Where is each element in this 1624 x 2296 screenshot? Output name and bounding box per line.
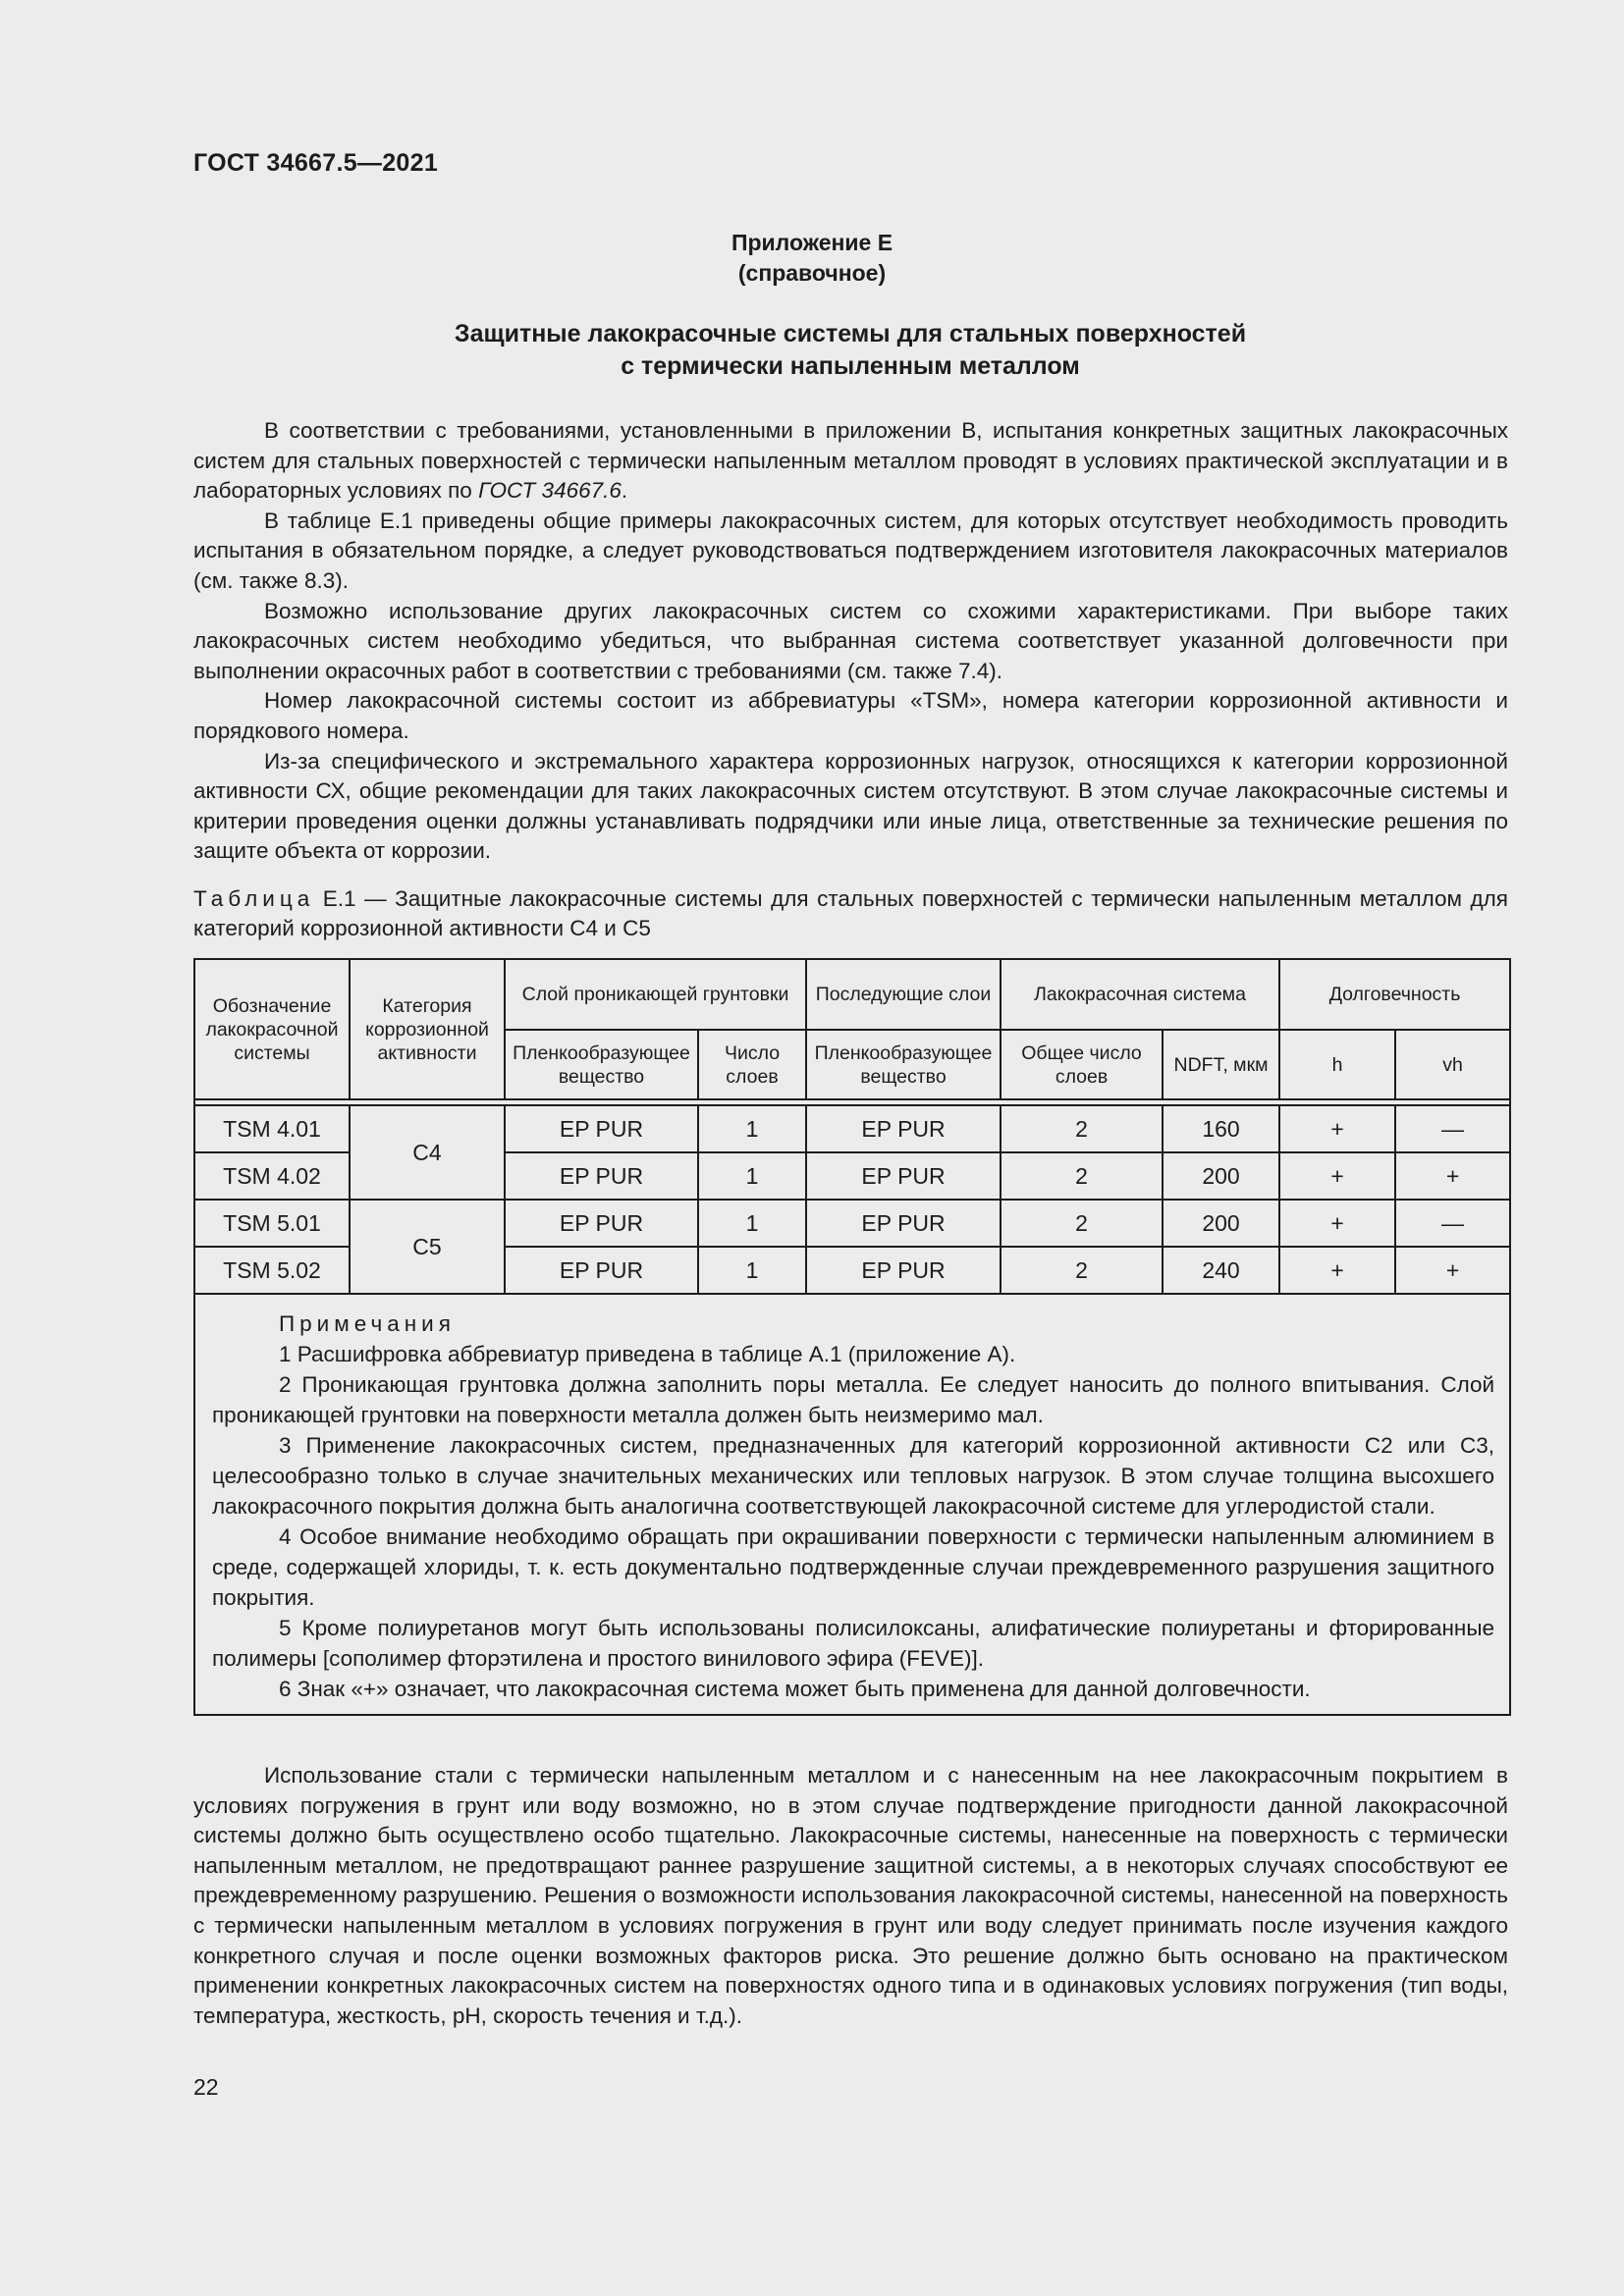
table-row — [194, 1200, 1510, 1247]
cell-primer: EP PUR — [505, 1247, 698, 1294]
cell-vh: — — [1395, 1105, 1510, 1152]
intro-paragraph-4: Номер лакокрасочной системы состоит из аббревиатуры «TSM», номера категории коррозионной активности и порядкового номера. — [193, 688, 1508, 743]
intro-text — [193, 416, 1508, 867]
cell-primer: EP PUR — [505, 1200, 698, 1247]
appendix-heading — [0, 228, 1624, 289]
intro-paragraph-2: В таблице Е.1 приведены общие примеры лакокрасочных систем, для которых отсутствует необходимость проводить испытания в обязательном порядке, а следует руководствоваться подтверждением изготовителя лакокрасочных материалов (см. также 8.3). — [193, 507, 1508, 593]
cell-total-coats: 2 — [1001, 1247, 1163, 1294]
cell-coats: 1 — [698, 1105, 806, 1152]
closing-paragraph: Использование стали с термически напыленным металлом и с нанесенным на нее лакокрасочным покрытием в условиях погружения в грунт или воду возможно, но в этом случае подтверждение пригодности данной лакокрасочной системы должно быть осуществлено особо тщательно. Лакокрасочные системы, нанесенные на поверхность с термически напыленным металлом, не предотвращают раннее разрушение защитной системы, а в некоторых случаях способствуют ее преждевременному разрушению. Решения о возможности использования лакокрасочной системы, нанесенной на поверхность с термически напыленным металлом в условиях погружения в грунт или воду следует принимать после изучения каждого конкретного случая и после оценки возможных факторов риска. Это решение должно быть основано на практическом применении конкретных лакокрасочных систем на поверхностях одного типа и в одинаковых условиях погружения (тип воды, температура, жесткость, pH, скорость течения и т.д.). — [193, 1763, 1508, 2028]
note-item: 4 Особое внимание необходимо обращать при окрашивании поверхности с термически напыленным алюминием в среде, содержащей хлориды, т. к. есть документально подтвержденные случаи преждевременного разрушения защитного покрытия. — [212, 1524, 1495, 1610]
cell-layers: EP PUR — [806, 1247, 1001, 1294]
cell-total-coats: 2 — [1001, 1152, 1163, 1200]
header-primer: Слой проникающей грунтовки — [505, 959, 806, 1030]
note-item: 1 Расшифровка аббревиатур приведена в таблице А.1 (приложение А). — [279, 1342, 1016, 1366]
header-ndft: NDFT, мкм — [1163, 1030, 1279, 1099]
header-layers-film-former: Пленкообразующее вещество — [806, 1030, 1001, 1099]
header-primer-coats: Число слоев — [698, 1030, 806, 1099]
cell-coats: 1 — [698, 1247, 806, 1294]
page-number: 22 — [193, 2074, 219, 2100]
cell-vh: + — [1395, 1247, 1510, 1294]
cell-ndft: 200 — [1163, 1152, 1279, 1200]
appendix-title: Приложение Е — [731, 230, 893, 255]
cell-designation: TSM 5.01 — [194, 1200, 350, 1247]
cell-layers: EP PUR — [806, 1200, 1001, 1247]
header-durability-vh: vh — [1395, 1030, 1510, 1099]
cell-h: + — [1279, 1200, 1395, 1247]
cell-layers: EP PUR — [806, 1105, 1001, 1152]
standard-reference: ГОСТ 34667.6 — [478, 478, 622, 504]
cell-h: + — [1279, 1105, 1395, 1152]
cell-layers: EP PUR — [806, 1152, 1001, 1200]
header-coating-system: Лакокрасочная система — [1001, 959, 1279, 1030]
cell-ndft: 200 — [1163, 1200, 1279, 1247]
section-title — [0, 318, 1624, 383]
header-category: Категория коррозионной активности — [350, 959, 505, 1099]
note-item: 2 Проникающая грунтовка должна заполнить поры металла. Ее следует наносить до полного впитывания. Слой проникающей грунтовки на поверхности металла должен быть неизмеримо мал. — [212, 1372, 1495, 1427]
cell-primer: EP PUR — [505, 1152, 698, 1200]
note-item: 3 Применение лакокрасочных систем, предназначенных для категорий коррозионной активности С2 или С3, целесообразно только в случае значительных механических или тепловых нагрузок. В этом случае толщина высохшего лакокрасочного покрытия должна быть аналогична соответствующей лакокрасочной системе для углеродистой стали. — [212, 1433, 1495, 1519]
cell-designation: TSM 4.01 — [194, 1105, 350, 1152]
cell-coats: 1 — [698, 1152, 806, 1200]
notes-title: Примечания — [279, 1311, 456, 1336]
cell-coats: 1 — [698, 1200, 806, 1247]
section-title-line1: Защитные лакокрасочные системы для стальных поверхностей — [454, 320, 1247, 347]
table-notes — [194, 1294, 1510, 1715]
table-caption-label: Таблица — [193, 886, 315, 911]
cell-ndft: 240 — [1163, 1247, 1279, 1294]
cell-vh: + — [1395, 1152, 1510, 1200]
cell-total-coats: 2 — [1001, 1105, 1163, 1152]
cell-vh: — — [1395, 1200, 1510, 1247]
header-designation: Обозначение лакокрасочной системы — [194, 959, 350, 1099]
table-caption-text: Е.1 — Защитные лакокрасочные системы для стальных поверхностей с термически напыленным металлом для категорий коррозионной активности С4 и С5 — [193, 886, 1508, 940]
header-durability: Долговечность — [1279, 959, 1510, 1030]
note-item: 6 Знак «+» означает, что лакокрасочная система может быть применена для данной долговечности. — [279, 1677, 1311, 1701]
cell-category: С4 — [350, 1105, 505, 1200]
cell-designation: TSM 4.02 — [194, 1152, 350, 1200]
cell-category: С5 — [350, 1200, 505, 1294]
section-title-line2: с термически напыленным металлом — [621, 352, 1080, 380]
appendix-kind: (справочное) — [737, 260, 887, 286]
intro-paragraph-3: Возможно использование других лакокрасочных систем со схожими характеристиками. При выборе таких лакокрасочных систем необходимо убедиться, что выбранная система соответствует указанной долговечности при выполнении окрасочных работ в соответствии с требованиями (см. также 7.4). — [193, 598, 1508, 683]
cell-h: + — [1279, 1247, 1395, 1294]
intro-paragraph-5: Из-за специфического и экстремального характера коррозионных нагрузок, относящихся к категории коррозионной активности СХ, общие рекомендации для таких лакокрасочных систем отсутствуют. В этом случае лакокрасочные системы и критерии проведения оценки должны устанавливать подрядчики или иные лица, ответственные за технические решения по защите объекта от коррозии. — [193, 748, 1508, 864]
header-subsequent-layers: Последующие слои — [806, 959, 1001, 1030]
document-header: ГОСТ 34667.5—2021 — [193, 149, 439, 177]
cell-h: + — [1279, 1152, 1395, 1200]
intro-paragraph-1: В соответствии с требованиями, установленными в приложении В, испытания конкретных защитных лакокрасочных систем для стальных поверхностей с термически напыленным металлом проводят в условиях практической эксплуатации и в лабораторных условиях по ГОСТ 34667.6. — [193, 418, 1508, 504]
cell-designation: TSM 5.02 — [194, 1247, 350, 1294]
coating-systems-table — [193, 958, 1511, 1716]
header-total-coats: Общее число слоев — [1001, 1030, 1163, 1099]
cell-ndft: 160 — [1163, 1105, 1279, 1152]
cell-total-coats: 2 — [1001, 1200, 1163, 1247]
header-durability-h: h — [1279, 1030, 1395, 1099]
table-row — [194, 1105, 1510, 1152]
header-primer-film-former: Пленкообразующее вещество — [505, 1030, 698, 1099]
note-item: 5 Кроме полиуретанов могут быть использованы полисилоксаны, алифатические полиуретаны и фторированные полимеры [сополимер фторэтилена и простого винилового эфира (FEVE)]. — [212, 1616, 1495, 1671]
closing-text — [193, 1761, 1508, 2031]
table-caption — [193, 884, 1508, 943]
cell-primer: EP PUR — [505, 1105, 698, 1152]
